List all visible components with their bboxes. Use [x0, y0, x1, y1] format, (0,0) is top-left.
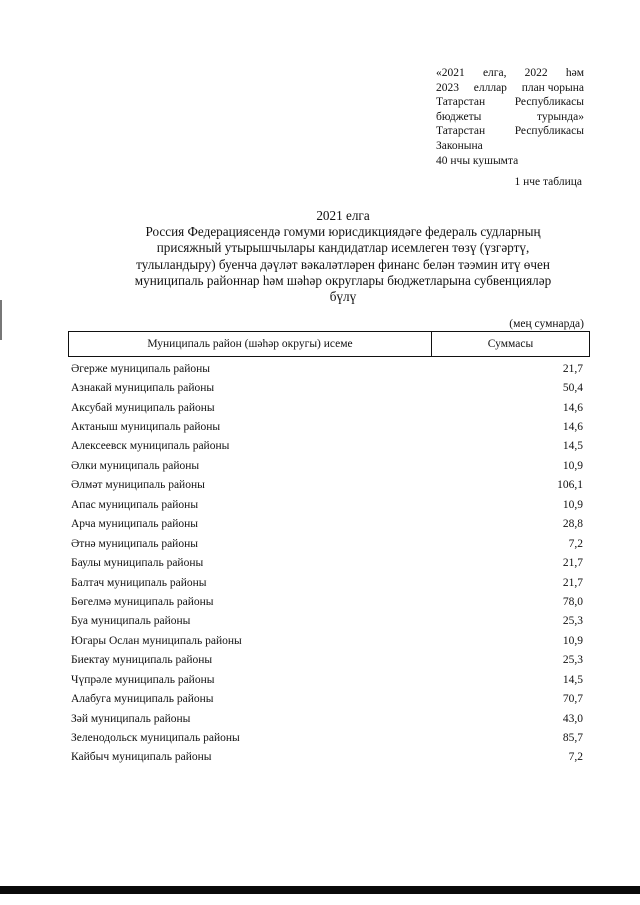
title-line: Россия Федерациясендә гомуми юрисдикциядәге федераль судларның — [145, 224, 541, 240]
district-name: Әтнә муниципаль районы — [71, 537, 198, 550]
subvention-amount: 10,9 — [562, 634, 583, 647]
appendix-line-1: «2021 елга, 2022 һәм — [436, 67, 584, 79]
district-name: Әлки муниципаль районы — [71, 459, 200, 472]
district-name: Аксубай муниципаль районы — [71, 401, 215, 414]
appendix-line-4: бюджеты турында» — [436, 110, 584, 123]
appendix-line-5: Татарстан Республикасы — [436, 125, 584, 138]
district-name: Бөгелмә муниципаль районы — [71, 595, 214, 608]
district-name: Зеленодольск муниципаль районы — [71, 732, 240, 745]
subvention-amount: 7,2 — [568, 751, 583, 764]
table-row — [71, 670, 583, 689]
table-row — [71, 456, 583, 475]
subvention-amount: 14,5 — [562, 673, 583, 686]
subvention-amount: 43,0 — [562, 712, 583, 725]
subvention-amount: 7,2 — [568, 537, 583, 550]
appendix-reference — [436, 66, 584, 168]
subvention-amount: 14,6 — [562, 421, 583, 434]
header-amount: Суммасы — [487, 338, 534, 350]
title-line: бүлү — [329, 289, 357, 305]
table-row — [71, 592, 583, 611]
title-line: тулыландыру) буенча дәүләт вәкаләтләрен финанс белән тәэмин итү өчен — [136, 256, 550, 272]
district-name: Кайбыч муниципаль районы — [71, 751, 212, 764]
title-line: присяжный утырышчылары кандидатлар исемлеген төзү (үзгәртү, — [156, 240, 530, 256]
table-number-label: 1 нче таблица — [514, 176, 582, 188]
subvention-amount: 21,7 — [562, 576, 583, 589]
subvention-amount: 14,6 — [562, 401, 583, 414]
table-row — [71, 573, 583, 592]
appendix-line-7: 40 нчы кушымта — [436, 154, 519, 167]
table-row — [71, 553, 583, 572]
subvention-amount: 10,9 — [562, 459, 583, 472]
table-row — [71, 728, 583, 747]
scan-bottom-bar — [0, 886, 640, 894]
district-name: Балтач муниципаль районы — [71, 576, 207, 589]
district-name: Арча муниципаль районы — [71, 518, 199, 531]
table-row — [71, 689, 583, 708]
title-line: муниципаль районнар һәм шәһәр округлары бюджетларына субвенцияләр — [134, 272, 552, 288]
subvention-amount: 10,9 — [562, 498, 583, 511]
table-row — [71, 515, 583, 534]
subvention-amount: 70,7 — [562, 693, 583, 706]
appendix-line-2: 2023 елллар план чорына — [436, 81, 584, 94]
subvention-amount: 78,0 — [562, 595, 583, 608]
district-name: Азнакай муниципаль районы — [71, 382, 215, 395]
subvention-amount: 21,7 — [562, 557, 583, 570]
subvention-amount: 25,3 — [562, 654, 583, 667]
district-name: Актаныш муниципаль районы — [71, 421, 221, 434]
district-name: Апас муниципаль районы — [71, 498, 199, 511]
table-header — [68, 331, 590, 357]
table-row — [71, 651, 583, 670]
district-name: Биектау муниципаль районы — [71, 654, 213, 667]
table-row — [71, 398, 583, 417]
appendix-line-6: Законына — [436, 139, 483, 152]
subvention-amount: 21,7 — [562, 362, 583, 375]
table-row — [71, 378, 583, 397]
scan-edge-mark — [0, 300, 2, 340]
subvention-amount: 14,5 — [562, 440, 583, 453]
header-district-name: Муниципаль район (шәһәр округы) исеме — [69, 332, 432, 356]
subvention-amount: 50,4 — [562, 382, 583, 395]
document-title — [108, 208, 578, 305]
district-name: Югары Ослан муниципаль районы — [71, 634, 242, 647]
table-row — [71, 631, 583, 650]
district-name: Буа муниципаль районы — [71, 615, 191, 628]
subvention-amount: 106,1 — [557, 479, 583, 492]
table-row — [71, 612, 583, 631]
district-name: Әгерже муниципаль районы — [71, 362, 210, 375]
district-name: Алексеевск муниципаль районы — [71, 440, 230, 453]
table-row — [71, 417, 583, 436]
district-name: Зәй муниципаль районы — [71, 712, 191, 725]
subvention-amount: 28,8 — [562, 518, 583, 531]
table-row — [71, 476, 583, 495]
subvention-amount: 25,3 — [562, 615, 583, 628]
unit-note: (мең сумнарда) — [509, 318, 584, 330]
table-row — [71, 359, 583, 378]
table-body — [71, 359, 583, 767]
table-row — [71, 534, 583, 553]
district-name: Баулы муниципаль районы — [71, 557, 204, 570]
district-name: Әлмәт муниципаль районы — [71, 479, 205, 492]
table-row — [71, 495, 583, 514]
subvention-amount: 85,7 — [562, 732, 583, 745]
district-name: Чүпрәле муниципаль районы — [71, 673, 215, 686]
title-year: 2021 елга — [316, 208, 370, 223]
table-row — [71, 748, 583, 767]
appendix-line-3: Татарстан Республикасы — [436, 96, 584, 109]
table-row — [71, 709, 583, 728]
district-name: Алабуга муниципаль районы — [71, 693, 214, 706]
table-row — [71, 437, 583, 456]
